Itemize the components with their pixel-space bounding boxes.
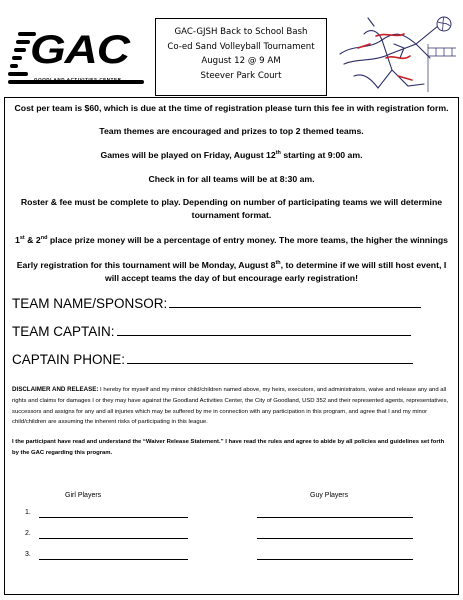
disclaimer-release <box>12 385 452 428</box>
girl-player-line[interactable] <box>39 517 188 518</box>
guy-player-line[interactable] <box>257 559 413 560</box>
player-row-number: 3. <box>25 551 31 558</box>
prize-info: 1st & 2nd place prize money will be a percentage of entry money. The more teams, the higher the winnings <box>15 235 448 245</box>
team-captain-field[interactable] <box>12 324 411 339</box>
tournament-name: Co-ed Sand Volleyball Tournament <box>167 41 315 52</box>
waiver-agreement: I the participant have read and understand the “Waiver Release Statement.” I have read the rules and agree to abide by all policies and guidelines set forth by the GAC regarding this program. <box>12 439 445 456</box>
team-captain-label: TEAM CAPTAIN: <box>12 324 115 339</box>
event-name: GAC-GJSH Back to School Bash <box>174 27 308 37</box>
cost-info: Cost per team is $60, which is due at the time of registration please turn this fee in with registration form. <box>14 103 449 113</box>
gac-logo <box>8 22 144 94</box>
team-name-line[interactable] <box>169 296 421 308</box>
volleyball-icon <box>437 17 451 31</box>
logo-title: GAC <box>30 28 129 72</box>
games-info: Games will be played on Friday, August 12th starting at 9:00 am. <box>100 150 363 160</box>
girl-player-line[interactable] <box>39 538 188 539</box>
registration-form-box <box>4 97 459 595</box>
themes-info: Team themes are encouraged and prizes to top 2 themed teams. <box>99 126 364 136</box>
team-captain-line[interactable] <box>117 324 411 336</box>
volleyball-player-illustration <box>334 14 458 96</box>
disclaimer-heading: DISCLAIMER AND RELEASE: <box>12 386 99 393</box>
team-name-field[interactable] <box>12 296 421 311</box>
team-name-label: TEAM NAME/SPONSOR: <box>12 296 168 311</box>
captain-phone-field[interactable] <box>12 352 413 367</box>
event-location: Steever Park Court <box>200 70 282 81</box>
event-info-box <box>155 18 327 96</box>
guy-player-line[interactable] <box>257 538 413 539</box>
guy-player-line[interactable] <box>257 517 413 518</box>
checkin-info: Check in for all teams will be at 8:30 am. <box>148 174 315 184</box>
disclaimer-body: I hereby for myself and my minor child/children named above, my heirs, executors, and administrators, waive and release any and all rights and claims for damages I or they may have against the Goodland Activities Center, the City of Goodland, USD 352 and their represented agents, representatives, successors and assigns for any and all injuries which may be suffered by me in connection with any participation in this program, and agree that I and my minor child/children are assuming the inherent risks of participating in this league. <box>12 387 449 426</box>
guy-players-header: Guy Players <box>310 492 349 499</box>
player-row-number: 1. <box>25 509 31 516</box>
roster-info: Roster & fee must be complete to play. Depending on number of participating teams we will determine tournament format. <box>20 197 443 220</box>
logo-subtitle: GOODLAND ACTIVITIES CENTER <box>34 77 122 82</box>
girl-players-header: Girl Players <box>65 492 102 499</box>
girl-player-line[interactable] <box>39 559 188 560</box>
event-date-time: August 12 @ 9 AM <box>201 56 281 66</box>
early-registration-info: Early registration for this tournament will be Monday, August 8th, to determine if we will still host event, I will accept teams the day of but encourage early registration! <box>16 260 447 283</box>
captain-phone-line[interactable] <box>127 352 413 364</box>
player-row-number: 2. <box>25 530 31 537</box>
captain-phone-label: CAPTAIN PHONE: <box>12 352 126 367</box>
